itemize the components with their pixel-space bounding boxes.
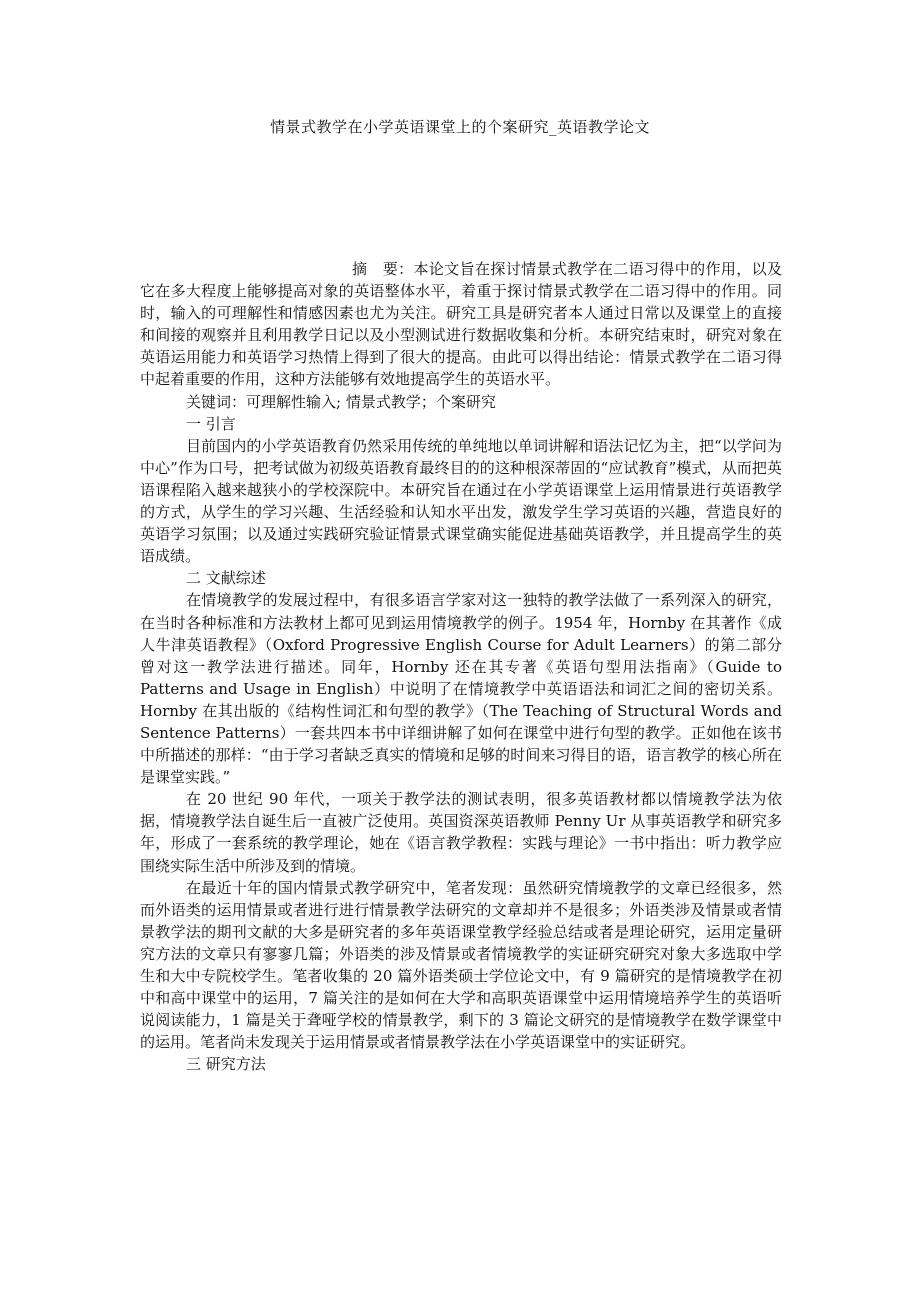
introduction-paragraph: 目前国内的小学英语教育仍然采用传统的单纯地以单词讲解和语法记忆为主，把“以学问为中心”作为口号，把考试做为初级英语教育最终目的的这种根深蒂固的“应试教育”模式，从而把英语课程陷入越来越狭小的学校深院中。本研究旨在通过在小学英语课堂上运用情景进行英语教学的方式，从学生的学习兴趣、生活经验和认知水平出发，激发学生学习英语的兴趣，营造良好的英语学习氛围；以及通过实践研究验证情景式课堂确实能促进基础英语教学，并且提高学生的英语成绩。 [140,436,782,566]
literature-paragraph: 在情境教学的发展过程中，有很多语言学家对这一独特的教学法做了一系列深入的研究，在当时各种标准和方法教材上都可见到运用情境教学的例子。1954 年，Hornby 在其著作《成人牛津英语教程》（Oxford Progressive English Course for Adult Learners）的第二部分曾对这一教学法进行描述。同年，Hornby 还在其专著《英语句型用法指南》（Guide to Patterns and Usage in English）中说明了在情境教学中英语语法和词汇之间的密切关系。Hornby 在其出版的《结构性词汇和句型的教学》（The Teaching of Structural Words and Sentence Patterns）一套共四本书中详细讲解了如何在课堂中进行句型的教学。正如他在该书中所描述的那样：“由于学习者缺乏真实的情境和足够的时间来习得目的语，语言教学的核心所在是课堂实践。” [140,591,782,787]
document-title: 情景式教学在小学英语课堂上的个案研究_英语教学论文 [269,118,650,136]
abstract-paragraph [140,258,782,391]
abstract-text: 本论文旨在探讨情景式教学在二语习得中的作用，以及它在多大程度上能够提高对象的英语整体水平，着重于探讨情景式教学在二语习得中的作用。同时，输入的可理解性和情感因素也尤为关注。研究工具是研究者本人通过日常以及课堂上的直接和间接的观察并且利用教学日记以及小型测试进行数据收集和分析。本研究结束时，研究对象在英语运用能力和英语学习热情上得到了很大的提高。由此可以得出结论：情景式教学在二语习得中起着重要的作用，这种方法能够有效地提高学生的英语水平。 [140,260,782,389]
section-heading-literature-review: 二 文献综述 [186,569,266,588]
document-body [140,258,782,1075]
literature-paragraph: 在最近十年的国内情景式教学研究中，笔者发现：虽然研究情境教学的文章已经很多，然而外语类的运用情景或者进行进行情景教学法研究的文章却并不是很多；外语类涉及情景或者情景教学法的期刊文献的大多是研究者的多年英语课堂教学经验总结或者是理论研究，运用定量研究方法的文章只有寥寥几篇；外语类的涉及情景或者情境教学的实证研究研究对象大多选取中学生和大中专院校学生。笔者收集的 20 篇外语类硕士学位论文中，有 9 篇研究的是情境教学在初中和高中课堂中的运用，7 篇关注的是如何在大学和高职英语课堂中运用情境培养学生的英语听说阅读能力，1 篇是关于聋哑学校的情景教学，剩下的 3 篇论文研究的是情境教学在数学课堂中的运用。笔者尚未发现关于运用情景或者情景教学法在小学英语课堂中的实证研究。 [140,878,782,1052]
section-heading-methodology: 三 研究方法 [186,1055,266,1074]
literature-paragraph: 在 20 世纪 90 年代，一项关于教学法的测试表明，很多英语教材都以情境教学法为依据，情境教学法自诞生后一直被广泛使用。英国资深英语教师 Penny Ur 从事英语教学和研究多年，形成了一套系统的教学理论，她在《语言教学教程：实践与理论》一书中指出：听力教学应围绕实际生活中所涉及到的情境。 [140,790,782,875]
abstract-label: 摘 要： [352,260,414,278]
section-heading-introduction: 一 引言 [186,414,236,433]
keywords-line: 关键词：可理解性输入; 情景式教学；个案研究 [186,392,496,411]
